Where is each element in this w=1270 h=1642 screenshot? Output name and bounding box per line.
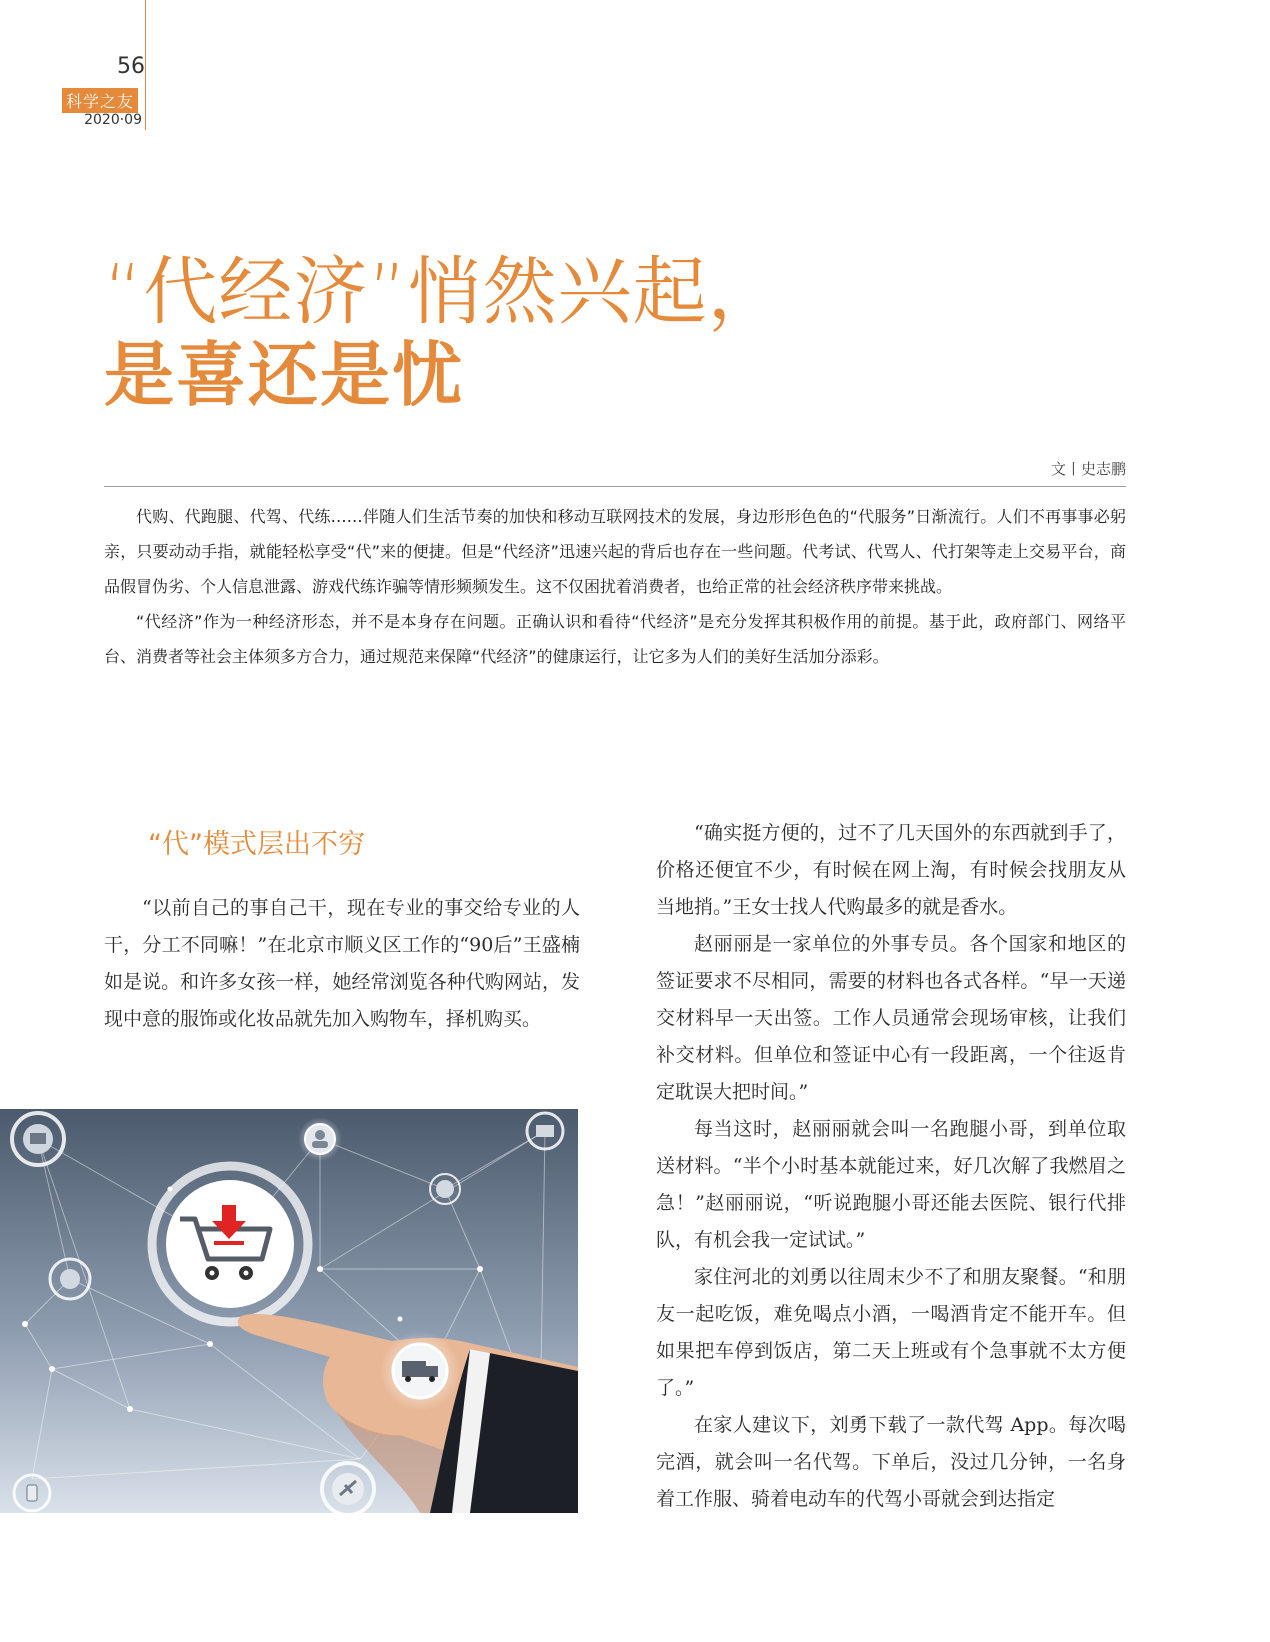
section-heading: “代”模式层出不穷 <box>148 829 365 860</box>
header-divider <box>145 0 146 130</box>
user-icon <box>298 1117 342 1161</box>
article-title-line1: “代经济”悄然兴起， <box>104 249 783 335</box>
truck-icon <box>380 1331 460 1411</box>
network-illustration <box>0 1109 578 1513</box>
body-paragraph: 每当这时，赵丽丽就会叫一名跑腿小哥，到单位取送材料。“半个小时基本就能过来，好几次解了我燃眉之急！”赵丽丽说，“听说跑腿小哥还能去医院、银行代排队，有机会我一定试试。” <box>656 1118 1126 1251</box>
intro-paragraph: 代购、代跑腿、代驾、代练……伴随人们生活节奏的加快和移动互联网技术的发展，身边形形色色的“代服务”日渐流行。人们不再事事必躬亲，只要动动手指，就能轻松享受“代”来的便捷。但是“代经济”迅速兴起的背后也存在一些问题。代考试、代骂人、代打架等走上交易平台，商品假冒伪劣、个人信息泄露、游戏代练诈骗等情形频频发生。这不仅困扰着消费者，也给正常的社会经济秩序带来挑战。 <box>104 507 1126 596</box>
issue-date: 2020·09 <box>84 112 142 128</box>
body-paragraph: 赵丽丽是一家单位的外事专员。各个国家和地区的签证要求不尽相同，需要的材料也各式各样。“早一天递交材料早一天出签。工作人员通常会现场审核，让我们补交材料。但单位和签证中心有一段距离，一个往返肯定耽误大把时间。” <box>656 933 1126 1103</box>
intro-paragraph: “代经济”作为一种经济形态，并不是本身存在问题。正确认识和看待“代经济”是充分发挥其积极作用的前提。基于此，政府部门、网络平台、消费者等社会主体须多方合力，通过规范来保障“代经济”的健康运行，让它多为人们的美好生活加分添彩。 <box>104 612 1126 666</box>
intro-block <box>104 499 1126 674</box>
page-number: 56 <box>117 54 145 79</box>
byline: 文丨史志鹏 <box>1050 460 1126 478</box>
left-column <box>104 890 580 1038</box>
body-paragraph: 在家人建议下，刘勇下载了一款代驾 App。每次喝完酒，就会叫一名代驾。下单后，没过几分钟，一名身着工作服、骑着电动车的代驾小哥就会到达指定 <box>656 1414 1126 1510</box>
title-rule <box>104 486 1126 487</box>
article-illustration <box>0 1109 578 1513</box>
article-title-line2: 是喜还是忧 <box>104 334 464 416</box>
body-paragraph: “确实挺方便的，过不了几天国外的东西就到手了，价格还便宜不少，有时候在网上淘，有时候会找朋友从当地捎。”王女士找人代购最多的就是香水。 <box>656 822 1126 918</box>
right-column <box>656 815 1126 1518</box>
body-paragraph: “以前自己的事自己干，现在专业的事交给专业的人干，分工不同嘛！”在北京市顺义区工作的“90后”王盛楠如是说。和许多女孩一样，她经常浏览各种代购网站，发现中意的服饰或化妆品就先加入购物车，择机购买。 <box>104 897 580 1030</box>
body-paragraph: 家住河北的刘勇以往周末少不了和朋友聚餐。“和朋友一起吃饭，难免喝点小酒，一喝酒肯定不能开车。但如果把车停到饭店，第二天上班或有个急事就不太方便了。” <box>656 1266 1126 1399</box>
journal-name: 科学之友 <box>62 88 138 113</box>
